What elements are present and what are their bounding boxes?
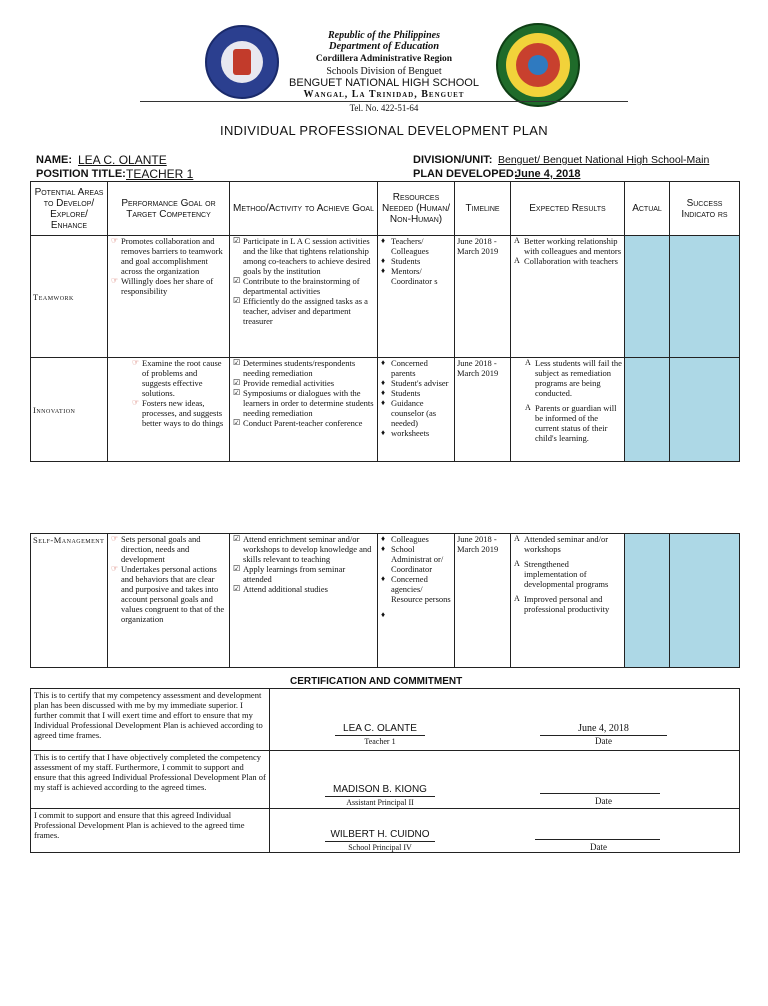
resource-item: ♦ Students xyxy=(391,256,452,266)
telephone: Tel. No. 422-51-64 xyxy=(349,103,419,113)
plan-developed-label: PLAN DEVELOPED: xyxy=(413,168,518,180)
division-unit-label: DIVISION/UNIT: xyxy=(413,154,493,166)
position-label: POSITION TITLE: xyxy=(36,168,126,180)
republic-line: Republic of the Philippines xyxy=(328,30,440,41)
signature-line xyxy=(335,735,425,736)
date-line xyxy=(540,793,660,794)
header-row xyxy=(31,182,740,236)
goal-item: ☞ Undertakes personal actions and behaviors that are clear and purposive and takes into account personal goals and values congruent to that of the organization xyxy=(121,564,227,624)
date-line xyxy=(535,839,660,840)
area-cell: Self-Management xyxy=(31,534,108,668)
date-label: Date xyxy=(595,736,612,746)
resource-item: ♦ Colleagues xyxy=(391,534,452,544)
col-goal: Performance Goal or Target Competency xyxy=(108,182,230,236)
name-value: LEA C. OLANTE xyxy=(78,153,167,167)
position-value: TEACHER 1 xyxy=(126,167,194,181)
method-item: ☑ Symposiums or dialogues with the learners in order to determine students needing remediation xyxy=(243,388,375,418)
table-row xyxy=(31,534,740,668)
col-expected: Expected Results xyxy=(511,182,625,236)
method-item: ☑ Attend enrichment seminar and/or workshops to develop knowledge and skills relevant to teaching xyxy=(243,534,375,564)
division-line: Schools Division of Benguet xyxy=(326,66,442,77)
date-label: Date xyxy=(595,796,612,806)
cert-text: This is to certify that I have objectively completed the competency assessment of my staff. Furthermore, I commit to support and ensure that this agreed Individual Professional Development Plan of my staff is achieved according to the agreed times. xyxy=(31,751,270,809)
document-title: INDIVIDUAL PROFESSIONAL DEVELOPMENT PLAN xyxy=(220,123,548,138)
method-item: ☑ Conduct Parent-teacher conference xyxy=(243,418,375,428)
signature-line xyxy=(325,796,435,797)
actual-cell xyxy=(625,236,670,358)
col-success: Success Indicato rs xyxy=(670,182,740,236)
expected-item: A Parents or guardian will be informed of the current status of their child's learning. xyxy=(535,403,622,443)
date-label: Date xyxy=(590,842,607,852)
expected-item: A Improved personal and professional productivity xyxy=(524,594,622,614)
goal-item: ☞ Willingly does her share of responsibility xyxy=(121,276,227,296)
signature-line xyxy=(325,841,435,842)
actual-cell xyxy=(625,534,670,668)
goal-item: ☞ Sets personal goals and direction, needs and development xyxy=(121,534,227,564)
department-line: Department of Education xyxy=(328,41,440,52)
table-row xyxy=(31,358,740,462)
signature-date: June 4, 2018 xyxy=(578,723,629,734)
header-rule xyxy=(140,101,628,102)
plan-table xyxy=(30,181,740,462)
signatory-role: School Principal IV xyxy=(348,843,412,852)
resource-item: ♦ School Administrat or/ Coordinator xyxy=(391,544,452,574)
resource-item: ♦ Mentors/ Coordinator s xyxy=(391,266,452,286)
signatory-role: Teacher 1 xyxy=(364,737,396,746)
method-item: ☑ Participate in L A C session activities and the like that tightens relationship among co-teachers to achieve desired goals by the institution xyxy=(243,236,375,276)
method-item: ☑ Apply learnings from seminar attended xyxy=(243,564,375,584)
col-resources: Resources Needed (Human/ Non-Human) xyxy=(378,182,455,236)
col-timeline: Timeline xyxy=(455,182,511,236)
name-label: NAME: xyxy=(36,154,73,166)
timeline-cell: June 2018 - March 2019 xyxy=(455,236,511,358)
resource-item: ♦ Students xyxy=(391,388,452,398)
resource-item: ♦ Concerned agencies/ Resource persons xyxy=(391,574,452,604)
plan-table-continued xyxy=(30,533,740,668)
method-item: ☑ Provide remedial activities xyxy=(243,378,375,388)
method-item: ☑ Efficiently do the assigned tasks as a teacher, adviser and department treasurer xyxy=(243,296,375,326)
division-unit-value: Benguet/ Benguet National High School-Main xyxy=(498,154,710,166)
school-address: Wangal, La Trinidad, Benguet xyxy=(303,89,465,100)
expected-item: A Strengthened implementation of developmental programs xyxy=(524,559,622,589)
success-cell xyxy=(670,236,740,358)
method-item: ☑ Contribute to the brainstorming of departmental activities xyxy=(243,276,375,296)
region-line: Cordillera Administrative Region xyxy=(315,54,453,64)
resource-item: ♦ Student's adviser xyxy=(391,378,452,388)
expected-item: A Better working relationship with colleagues and mentors xyxy=(524,236,622,256)
table-row xyxy=(31,236,740,358)
method-item: ☑ Attend additional studies xyxy=(243,584,375,594)
resource-item: ♦ Teachers/ Colleagues xyxy=(391,236,452,256)
actual-cell xyxy=(625,358,670,462)
signatory-name: MADISON B. KIONG xyxy=(333,784,427,795)
expected-item: A Less students will fail the subject as remediation programs are being conducted. xyxy=(535,358,622,398)
col-method: Method/Activity to Achieve Goal xyxy=(230,182,378,236)
timeline-cell: June 2018 - March 2019 xyxy=(455,358,511,462)
signatory-role: Assistant Principal II xyxy=(346,798,414,807)
signatory-name: LEA C. OLANTE xyxy=(343,723,417,734)
resource-item: ♦ Guidance counselor (as needed) xyxy=(391,398,452,428)
certification-title: CERTIFICATION AND COMMITMENT xyxy=(290,676,463,687)
goal-item: ☞ Examine the root cause of problems and suggests effective solutions. xyxy=(142,358,227,398)
timeline-cell: June 2018 - March 2019 xyxy=(455,534,511,668)
success-cell xyxy=(670,358,740,462)
expected-item: A Attended seminar and/or workshops xyxy=(524,534,622,554)
resource-item: ♦ Concerned parents xyxy=(391,358,452,378)
cert-text: This is to certify that my competency assessment and development plan has been discussed with me by my immediate superior. I further commit that I will exert time and effort to ensure that my Individual Professional Development Plan is achieved according to agreed time frames. xyxy=(31,689,270,751)
plan-developed-value: June 4, 2018 xyxy=(515,168,581,180)
school-name: BENGUET NATIONAL HIGH SCHOOL xyxy=(289,77,479,89)
area-cell: Innovation xyxy=(31,358,108,462)
goal-item: ☞ Fosters new ideas, processes, and suggests better ways to do things xyxy=(142,398,227,428)
expected-item: A Collaboration with teachers xyxy=(524,256,622,266)
cert-text: I commit to support and ensure that this agreed Individual Professional Development Plan is achieved to the agreed time frames. xyxy=(31,809,270,853)
resource-item: ♦ worksheets xyxy=(391,428,452,438)
col-actual: Actual xyxy=(625,182,670,236)
method-item: ☑ Determines students/respondents needing remediation xyxy=(243,358,375,378)
success-cell xyxy=(670,534,740,668)
col-areas: Potential Areas to Develop/ Explore/ Enhance xyxy=(31,182,108,236)
area-cell: Teamwork xyxy=(31,236,108,358)
signatory-name: WILBERT H. CUIDNO xyxy=(330,829,430,840)
goal-item: ☞ Promotes collaboration and removes barriers to teamwork and goal accomplishment across the organization xyxy=(121,236,227,276)
